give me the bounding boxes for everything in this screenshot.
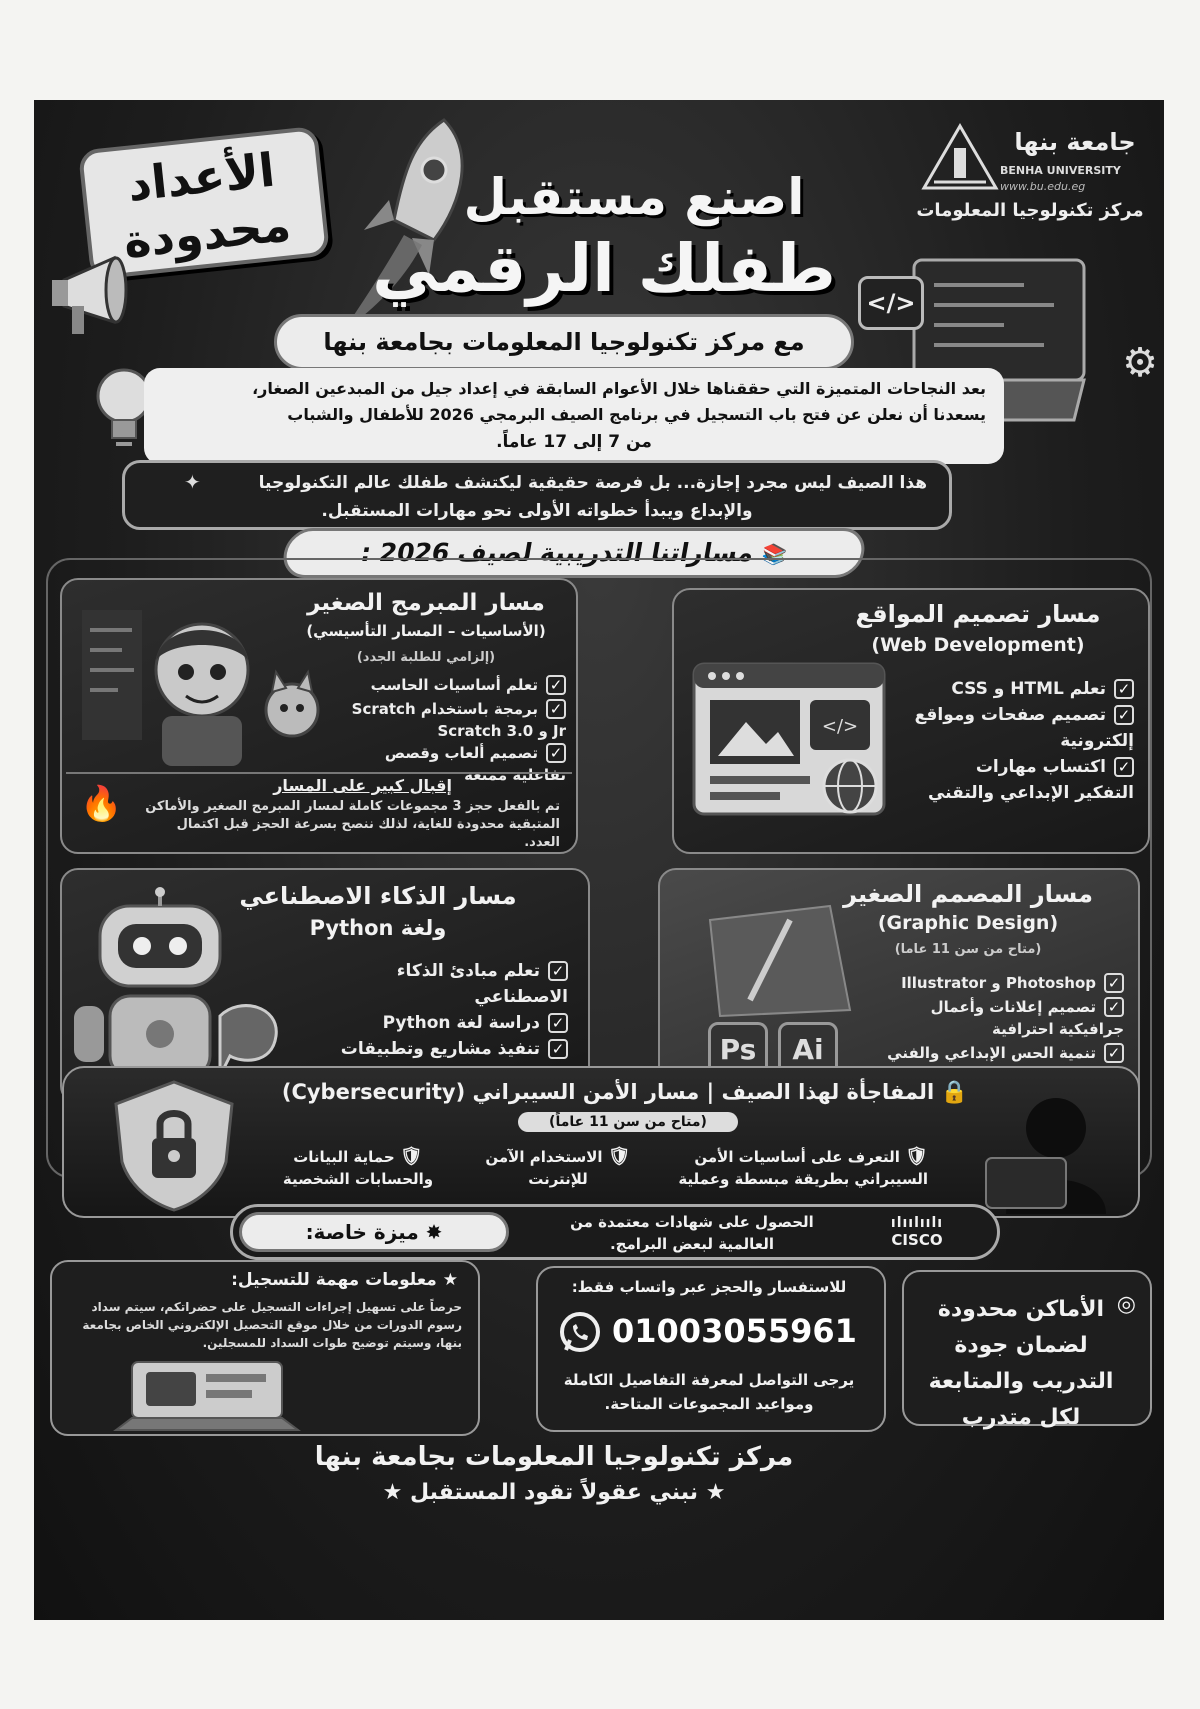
special-bar [230,1204,1000,1260]
track-graphic-list [874,970,1124,1066]
shield-icon: 🛡 [399,1146,423,1167]
target-icon: ◎ [1116,1292,1136,1317]
demand-box [66,772,572,852]
info-text: حرصاً على تسهيل إجراءات التسجيل على حضراتكم، سيتم سداد رسوم الدورات من خلال موقع التحصيل الإلكتروني الخاص بجامعة بنها، وسيتم توضيح طوات السداد للمسجلين. [82,1300,462,1350]
track-graphic-subtitle: (Graphic Design) [877,912,1059,934]
limited-places-box [902,1270,1152,1430]
special-text: الحصول على شهادات معتمدة من العالمية لبعض البرامج. [570,1213,814,1253]
books-icon: 📚 [759,542,790,566]
limited-text: الأماكن محدودة لضمان جودة التدريب والمتابعة لكل متدرب [928,1297,1114,1430]
robot-icon [70,886,290,1096]
contact-text: يرجى التواصل لمعرفة التفاصيل الكاملة ومواعيد المجموعات المتاحة. [563,1371,855,1413]
code-tag-icon: </> [858,276,924,330]
logo-name-en: BENHA UNIVERSITY [1000,164,1121,177]
track-ai-subtitle: ولغة Python [309,916,447,940]
note-line-2: والإبداع ويبدأ خطواته الأولى نحو مهارات المستقبل. [321,501,753,521]
footer-line-2: ★ نبني عقولاً تقود المستقبل ★ [382,1480,726,1505]
track-cyber [62,1066,1140,1218]
university-logo [900,122,1150,192]
subtitle-pill: مع مركز تكنولوجيا المعلومات بجامعة بنها [274,314,854,370]
list-item: ✓تعلم أساسيات الحاسب [336,672,566,698]
star-icon: ★ [382,1480,403,1505]
sparkle-icon: ✦ [184,470,201,494]
info-title: ★ معلومات مهمة للتسجيل: [231,1270,458,1290]
cisco-logo [867,1215,967,1249]
track-web [672,588,1150,854]
list-item: ✓تنمية الحس الإبداعي والفني [874,1040,1124,1066]
cisco-bars-icon: ılıılıılı [890,1215,944,1231]
check-icon: ✓ [548,1039,568,1059]
check-icon: ✓ [548,1013,568,1033]
check-icon: ✓ [1104,1043,1124,1063]
footer-line-1: مركز تكنولوجيا المعلومات بجامعة بنها [314,1442,794,1472]
demand-text: تم بالفعل حجز 3 مجموعات كاملة لمسار المبرمج الصغير والأماكن المتبقية محدودة للغاية، لذلك ننصح بسرعة الحجز قبل اكتمال العدد. [145,799,560,850]
track-yp-title: مسار المبرمج الصغير [307,590,545,616]
flyer [34,100,1164,1620]
org-line: مركز تكنولوجيا المعلومات [916,200,1144,221]
check-icon: ✓ [548,961,568,981]
browser-window-icon [690,660,900,820]
list-item: ✓دراسة لغة Python [298,1010,568,1036]
kid-coder-illustration [82,600,332,770]
padlock-shield-icon [104,1076,244,1212]
fire-icon: 🔥 [80,784,123,824]
badge-line-2: محدودة [120,197,294,269]
svg-text:</>: </> [821,716,859,737]
intro-line-1: بعد النجاحات المتميزة التي حققناها خلال الأعوام السابقة في إعداد جيل من المبدعين الصغار، [252,379,986,398]
track-web-title: مسار تصميم المواقع [855,600,1101,628]
cisco-text: CISCO [891,1231,943,1249]
cyber-item-2: 🛡 الاستخدام الآمن للإنترنت [485,1146,631,1188]
registration-info-box [50,1260,480,1436]
track-ai-title: مسار الذكاء الاصطناعي [239,882,517,910]
intro-line-2: يسعدنا أن نعلن عن فتح باب التسجيل في برنامج الصيف البرمجي 2026 للأطفال والشباب [287,405,986,424]
check-icon: ✓ [1104,973,1124,993]
title-line-1: اصنع مستقبل [463,168,805,226]
list-item: ✓تعلم مبادئ الذكاء الاصطناعي [396,961,568,1007]
lock-icon: 🔒 [940,1080,968,1105]
logo-url: www.bu.edu.eg [1000,180,1086,193]
check-icon: ✓ [1114,705,1134,725]
star-icon: ★ [442,1270,458,1290]
note-line-1: هذا الصيف ليس مجرد إجازة... بل فرصة حقيقية ليكتشف طفلك عالم التكنولوجيا [258,473,927,493]
check-icon: ✓ [1104,997,1124,1017]
cyber-item-3: 🛡 حماية البيانات والحسابات الشخصية [282,1146,434,1188]
track-young-programmer [60,578,578,854]
title-line-2: طفلك الرقمي [372,230,836,307]
track-yp-note: (إلزامي للطلبة الجدد) [356,650,496,665]
list-item: ✓برمجة باستخدام Scratch Jr و Scratch 3.0 [351,700,566,740]
shield-icon: 🛡 [905,1146,928,1167]
intro-line-3: من 7 إلى 17 عاماً. [496,432,652,452]
track-graphic-note: (متاح من سن 11 عاما) [894,942,1042,957]
illustrator-icon: Ai [778,1022,838,1078]
list-item: ✓اكتساب مهارات التفكير الإبداعي والتقني [927,757,1134,803]
check-icon: ✓ [1114,679,1134,699]
track-graphic-title: مسار المصمم الصغير [843,880,1093,908]
cyber-heading: المفاجأة لهذا الصيف | مسار الأمن السيبراني (Cybersecurity) [281,1080,935,1104]
special-label: ✸ ميزة خاصة: [239,1212,509,1252]
intro-box [144,368,1004,464]
logo-name-ar: جامعة بنها [1014,128,1136,156]
tracks-heading-text: مساراتنا التدريبية لصيف 2026 : [358,538,757,567]
laptop-payment-icon [102,1358,302,1434]
check-icon: ✓ [546,743,566,763]
photoshop-icon: Ps [708,1022,768,1078]
cyber-item-1: 🛡 التعرف على أساسيات الأمن السيبراني بطريقة مبسطة وعملية [678,1146,928,1188]
check-icon: ✓ [546,699,566,719]
contact-phone-row [558,1308,868,1358]
list-item: ✓تصميم ألعاب وقصص تفاعلية ممتعة [384,744,566,784]
track-yp-list [336,672,566,786]
star-icon: ★ [705,1480,726,1505]
megaphone-icon [44,250,154,340]
contact-title: للاستفسار والحجز عبر واتساب فقط: [571,1278,847,1296]
demand-title: إقبال كبير على المسار [273,776,452,795]
pen-tablet-icon [690,900,860,1020]
check-icon: ✓ [546,675,566,695]
logo-emblem-icon [920,122,1000,192]
contact-phone[interactable]: 01003055961 [612,1312,857,1350]
list-item: ✓تصميم إعلانات وأعمال جرافيكية احترافية [930,998,1124,1038]
list-item: ✓تعلم HTML و CSS [914,676,1134,702]
cyber-note: (متاح من سن 11 عاماً) [518,1112,738,1132]
contact-box [536,1266,886,1432]
whatsapp-icon [558,1310,602,1358]
summer-note [122,460,952,530]
hacker-icon [966,1088,1126,1214]
track-web-list [914,676,1134,806]
star-badge-icon: ✸ [425,1220,443,1244]
track-web-subtitle: (Web Development) [871,634,1085,656]
gear-icon: ⚙ [1122,340,1158,386]
badge-line-1: الأعداد [125,142,278,212]
list-item: ✓تنفيذ مشاريع وتطبيقات [298,1036,568,1088]
list-item: ✓تصميم صفحات ومواقع إلكترونية [914,705,1134,751]
track-yp-subtitle: (الأساسيات – المسار التأسيسي) [306,622,546,640]
list-item: ✓Photoshop و Illustrator [874,970,1124,996]
check-icon: ✓ [1114,757,1134,777]
shield-icon: 🛡 [607,1146,631,1167]
